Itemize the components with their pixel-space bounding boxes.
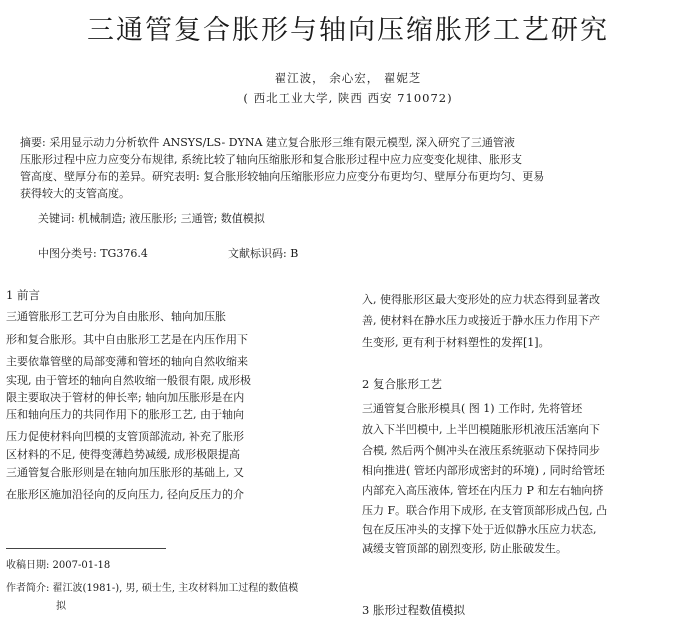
section-1-heading: 1 前言 — [6, 288, 40, 302]
body-line: 区材料的不足, 使得变薄趋势减缓, 成形极限提高 — [6, 448, 240, 461]
footnote-divider — [6, 548, 166, 549]
body-line: 三通管复合胀形则是在轴向加压胀形的基础上, 又 — [6, 466, 244, 479]
abstract-line: 管高度、壁厚分布的差异。研究表明: 复合胀形较轴向压缩胀形应力应变分布更均匀、壁厚分布更均匀、更易 — [20, 170, 545, 183]
abstract-line: 压胀形过程中应力应变分布规律, 系统比较了轴向压缩胀形和复合胀形过程中应力应变变化规律、胀形支 — [20, 153, 522, 166]
body-line: 压力 F。联合作用下成形, 在支管顶部形成凸包, 凸 — [362, 504, 608, 517]
body-line: 生变形, 更有利于材料塑性的发挥[1]。 — [362, 336, 550, 349]
keywords: 关键词: 机械制造; 液压胀形; 三通管; 数值模拟 — [38, 212, 265, 225]
body-line: 压力促使材料向凹模的支管顶部流动, 补充了胀形 — [6, 430, 244, 443]
body-line: 三通管复合胀形模具( 图 1) 工作时, 先将管坯 — [362, 402, 583, 415]
body-line: 三通管胀形工艺可分为自由胀形、轴向加压胀 — [6, 310, 226, 323]
author-list: 翟江波， 余心宏， 翟妮芝 — [274, 71, 422, 85]
body-line: 限主要取决于管材的伸长率; 轴向加压胀形是在内 — [6, 391, 245, 404]
body-line: 形和复合胀形。其中自由胀形工艺是在内压作用下 — [6, 333, 248, 346]
body-line: 在胀形区施加沿径向的反向压力, 径向反压力的介 — [6, 488, 244, 501]
author-intro: 作者简介: 翟江波(1981-), 男, 硕士生, 主攻材料加工过程的数值模 — [6, 583, 299, 594]
body-line: 减缓支管顶部的剧烈变形, 防止胀破发生。 — [362, 542, 567, 555]
body-line: 主要依靠管壁的局部变薄和管坯的轴向自然收缩来 — [6, 355, 248, 368]
body-line: 压和轴向压力的共同作用下的胀形工艺, 由于轴向 — [6, 408, 244, 421]
section-3-heading: 3 胀形过程数值模拟 — [362, 603, 465, 617]
affiliation: ( 西北工业大学, 陕西 西安 710072) — [243, 91, 453, 105]
body-line: 放入下半凹模中, 上半凹模随胀形机液压活塞向下 — [362, 423, 600, 436]
body-line: 包在反压冲头的支撑下处于近似静水压应力状态, — [362, 523, 597, 536]
body-line: 合模, 然后两个侧冲头在液压系统驱动下保持同步 — [362, 444, 600, 457]
body-line: 内部充入高压液体, 管坯在内压力 P 和左右轴向挤 — [362, 484, 604, 497]
body-line: 实现, 由于管坯的轴向自然收缩一般很有限, 成形极 — [6, 374, 251, 387]
body-line: 相向推进( 管坯内部形成密封的环境) , 同时给管坯 — [362, 464, 605, 477]
body-line: 善, 使材料在静水压力或接近于静水压力作用下产 — [362, 314, 600, 327]
paper-title: 三通管复合胀形与轴向压缩胀形工艺研究 — [87, 15, 609, 46]
section-2-heading: 2 复合胀形工艺 — [362, 377, 442, 391]
author-intro-continued: 拟 — [56, 601, 66, 612]
document-code: 文献标识码: B — [228, 247, 299, 260]
body-line: 入, 使得胀形区最大变形处的应力状态得到显著改 — [362, 293, 600, 306]
classification-number: 中图分类号: TG376.4 — [38, 247, 148, 260]
abstract-line: 摘要: 采用显示动力分析软件 ANSYS/LS- DYNA 建立复合胀形三维有限元模型, 深入研究了三通管液 — [20, 136, 515, 149]
abstract-line: 获得较大的支管高度。 — [20, 187, 130, 200]
received-date: 收稿日期: 2007-01-18 — [6, 560, 111, 571]
